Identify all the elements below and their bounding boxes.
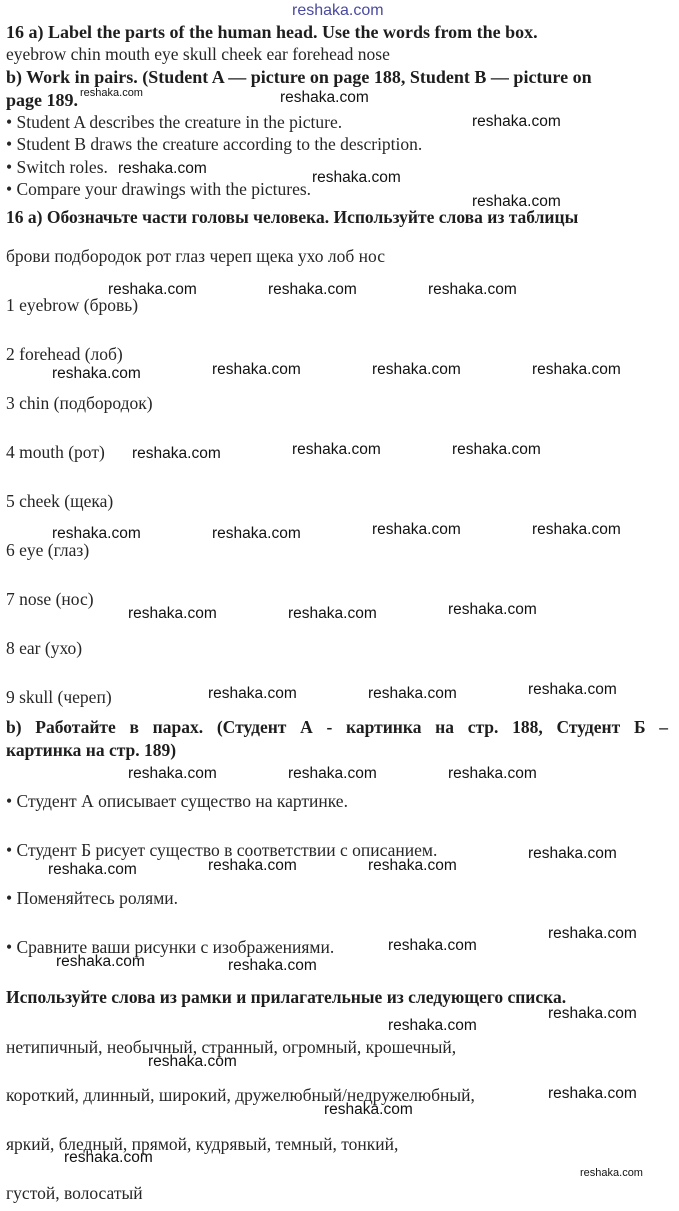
adjective-line: густой, волосатый (6, 1183, 143, 1203)
russian-bullet: • Студент А описывает существо на картинке. (6, 791, 348, 811)
english-bullet: • Student B draws the creature according to the description. (6, 134, 423, 154)
watermark: reshaka.com (48, 861, 137, 878)
watermark: reshaka.com (448, 765, 537, 782)
watermark: reshaka.com (548, 925, 637, 942)
answer-item: 3 chin (подбородок) (6, 393, 153, 413)
watermark: reshaka.com (208, 685, 297, 702)
answer-item: 6 eye (глаз) (6, 540, 90, 560)
watermark: reshaka.com (472, 193, 561, 210)
watermark: reshaka.com (268, 281, 357, 298)
watermark: reshaka.com (108, 281, 197, 298)
watermark: reshaka.com (388, 937, 477, 954)
watermark: reshaka.com (532, 361, 621, 378)
watermark: reshaka.com (388, 1017, 477, 1034)
header-watermark: reshaka.com (292, 2, 384, 19)
english-word-box: eyebrow chin mouth eye skull cheek ear forehead nose (6, 44, 390, 64)
russian-task-a-title: 16 а) Обозначьте части головы человека. Используйте слова из таблицы (6, 207, 579, 227)
watermark: reshaka.com (368, 857, 457, 874)
watermark: reshaka.com (580, 1167, 643, 1179)
watermark: reshaka.com (80, 87, 143, 99)
watermark: reshaka.com (132, 445, 221, 462)
russian-adjectives-title: Используйте слова из рамки и прилагательные из следующего списка. (6, 987, 567, 1007)
watermark: reshaka.com (324, 1101, 413, 1118)
watermark: reshaka.com (472, 113, 561, 130)
russian-bullet: • Студент Б рисует существо в соответствии с описанием. (6, 840, 438, 860)
english-task-b-title-line1: b) Work in pairs. (Student A — picture on page 188, Student B — picture on (6, 67, 592, 87)
watermark: reshaka.com (528, 681, 617, 698)
answer-item: 8 ear (ухо) (6, 638, 83, 658)
english-bullet: • Switch roles. (6, 157, 108, 177)
adjective-line: короткий, длинный, широкий, дружелюбный/недружелюбный, (6, 1085, 475, 1105)
watermark: reshaka.com (288, 605, 377, 622)
watermark: reshaka.com (52, 365, 141, 382)
watermark: reshaka.com (288, 765, 377, 782)
watermark: reshaka.com (280, 89, 369, 106)
watermark: reshaka.com (548, 1085, 637, 1102)
answer-item: 9 skull (череп) (6, 687, 112, 707)
watermark: reshaka.com (208, 857, 297, 874)
watermark: reshaka.com (228, 957, 317, 974)
watermark: reshaka.com (292, 441, 381, 458)
watermark: reshaka.com (52, 525, 141, 542)
watermark: reshaka.com (64, 1149, 153, 1166)
watermark: reshaka.com (428, 281, 517, 298)
watermark: reshaka.com (56, 953, 145, 970)
watermark: reshaka.com (128, 765, 217, 782)
russian-task-b-title-line1: b) Работайте в парах. (Студент А - картинка на стр. 188, Студент Б – (6, 717, 668, 737)
answer-item: 2 forehead (лоб) (6, 344, 123, 364)
english-bullet: • Compare your drawings with the pictures. (6, 179, 312, 199)
english-task-b-title-line2: page 189. (6, 90, 78, 110)
watermark: reshaka.com (372, 361, 461, 378)
english-bullet: • Student A describes the creature in the picture. (6, 112, 343, 132)
watermark: reshaka.com (532, 521, 621, 538)
russian-task-b-title-line2: картинка на стр. 189) (6, 740, 177, 760)
watermark: reshaka.com (448, 601, 537, 618)
watermark: reshaka.com (372, 521, 461, 538)
watermark: reshaka.com (528, 845, 617, 862)
watermark: reshaka.com (312, 169, 401, 186)
answer-item: 1 eyebrow (бровь) (6, 295, 139, 315)
watermark: reshaka.com (452, 441, 541, 458)
english-task-a-title: 16 a) Label the parts of the human head. Use the words from the box. (6, 22, 538, 42)
russian-word-box: брови подбородок рот глаз череп щека ухо лоб нос (6, 246, 385, 266)
watermark: reshaka.com (212, 361, 301, 378)
russian-bullet: • Поменяйтесь ролями. (6, 888, 179, 908)
watermark: reshaka.com (548, 1005, 637, 1022)
answer-item: 7 nose (нос) (6, 589, 94, 609)
watermark: reshaka.com (212, 525, 301, 542)
russian-bullet: • Сравните ваши рисунки с изображениями. (6, 937, 335, 957)
watermark: reshaka.com (128, 605, 217, 622)
adjective-line: нетипичный, необычный, странный, огромный, крошечный, (6, 1037, 457, 1057)
watermark: reshaka.com (118, 160, 207, 177)
adjective-line: яркий, бледный, прямой, кудрявый, темный, тонкий, (6, 1134, 399, 1154)
watermark: reshaka.com (148, 1053, 237, 1070)
watermark: reshaka.com (368, 685, 457, 702)
answer-item: 5 cheek (щека) (6, 491, 114, 511)
answer-item: 4 mouth (рот) (6, 442, 105, 462)
